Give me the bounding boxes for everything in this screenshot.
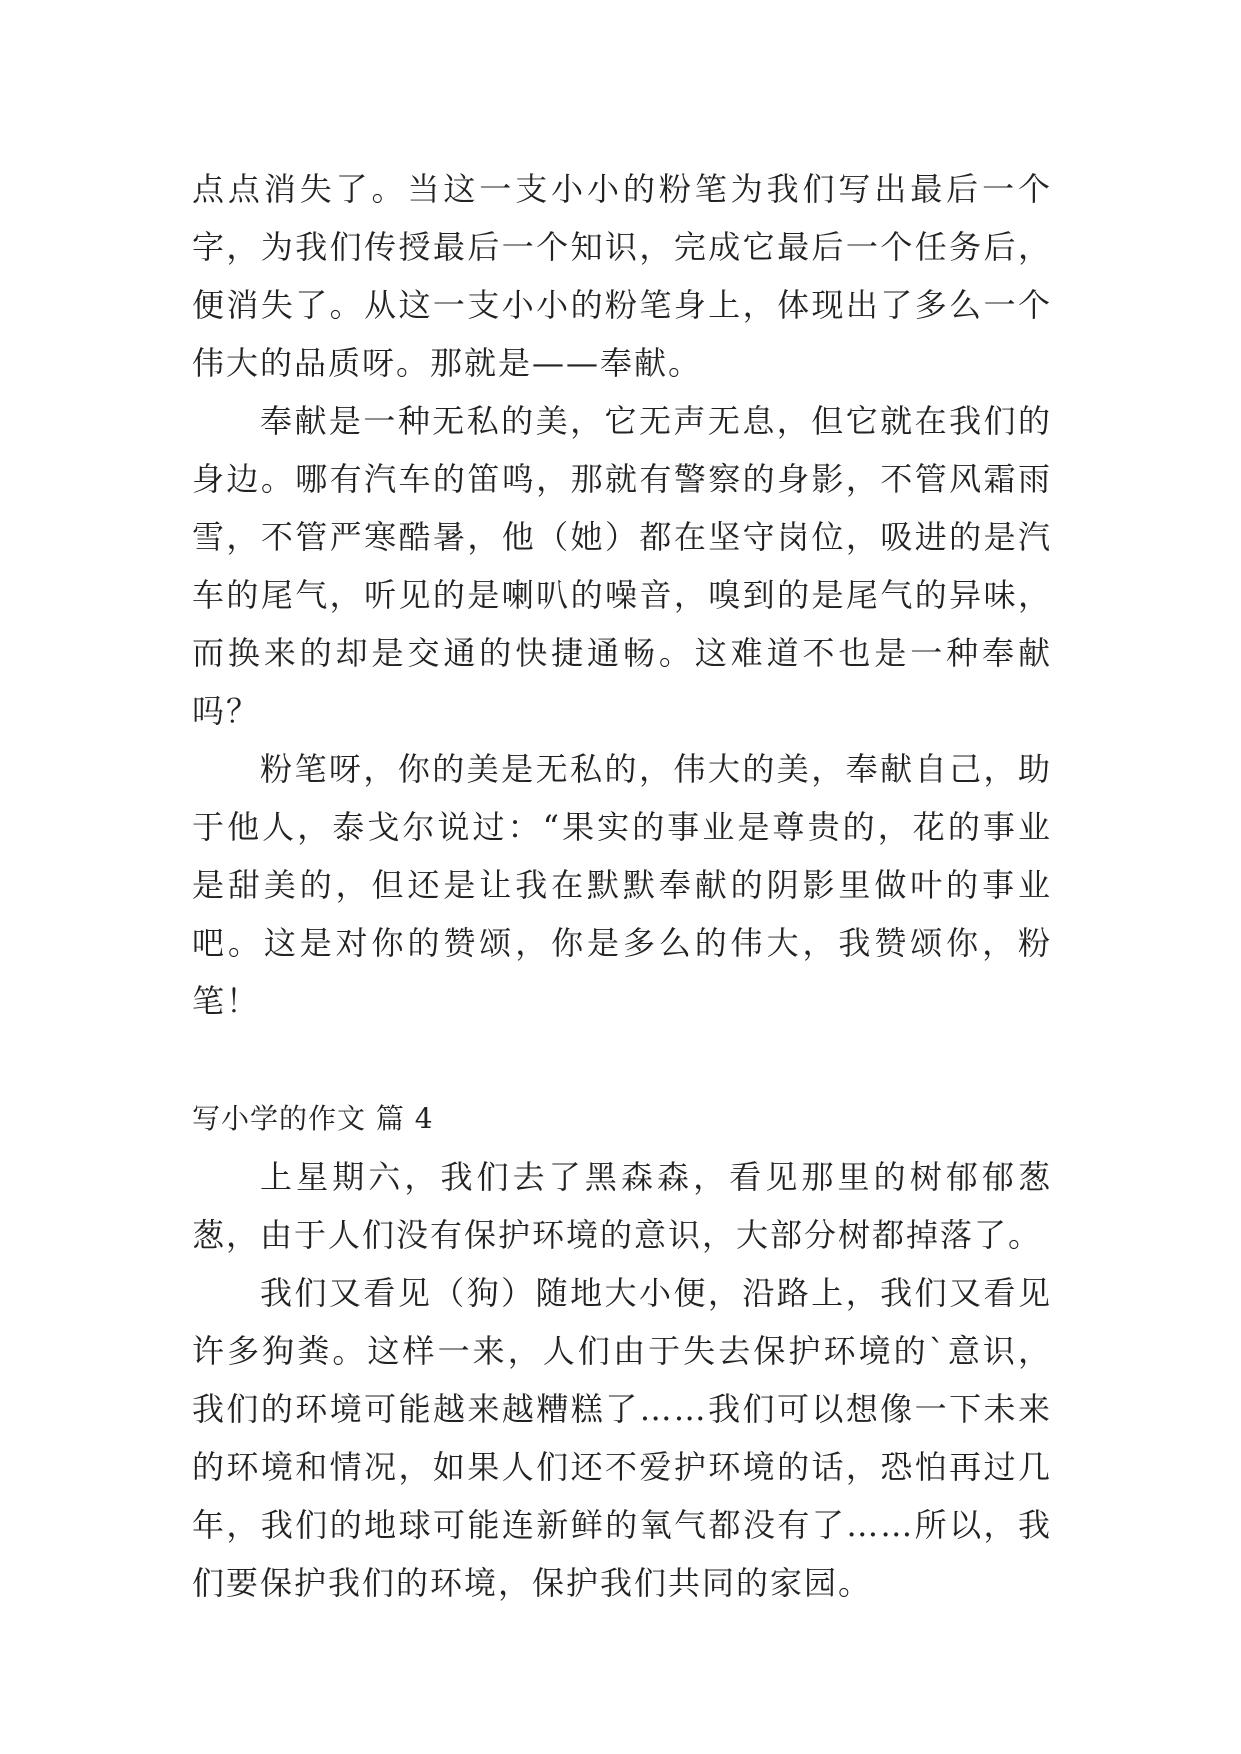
paragraph-chalk-praise: 粉笔呀，你的美是无私的，伟大的美，奉献自己，助于他人，泰戈尔说过：“果实的事业是尊贵的，花的事业是甜美的，但还是让我在默默奉献的阴影里做叶的事业吧。这是对你的赞颂，你是多么的伟大，我赞颂你，粉笔！ [192, 750, 1052, 1020]
document-page [192, 160, 1052, 1612]
paragraph-forest-visit: 上星期六，我们去了黑森森，看见那里的树郁郁葱葱，由于人们没有保护环境的意识，大部分树都掉落了。 [192, 1158, 1052, 1254]
paragraph-chalk-ending: 点点消失了。当这一支小小的粉笔为我们写出最后一个字，为我们传授最后一个知识，完成它最后一个任务后，便消失了。从这一支小小的粉笔身上，体现出了多么一个伟大的品质呀。那就是——奉献。 [192, 170, 1052, 382]
paragraph-environment-protection: 我们又看见（狗）随地大小便，沿路上，我们又看见许多狗粪。这样一来，人们由于失去保护环境的`意识，我们的环境可能越来越糟糕了……我们可以想像一下未来的环境和情况，如果人们还不爱护环境的话，恐怕再过几年，我们的地球可能连新鲜的氧气都没有了……所以，我们要保护我们的环境，保护我们共同的家园。 [192, 1274, 1052, 1602]
paragraph-dedication-police: 奉献是一种无私的美，它无声无息，但它就在我们的身边。哪有汽车的笛鸣，那就有警察的身影，不管风霜雨雪，不管严寒酷暑，他（她）都在坚守岗位，吸进的是汽车的尾气，听见的是喇叭的噪音，嗅到的是尾气的异味，而换来的却是交通的快捷通畅。这难道不也是一种奉献吗？ [192, 402, 1052, 730]
section-gap [192, 1030, 1052, 1090]
section-heading: 写小学的作文 篇 4 [192, 1102, 434, 1135]
